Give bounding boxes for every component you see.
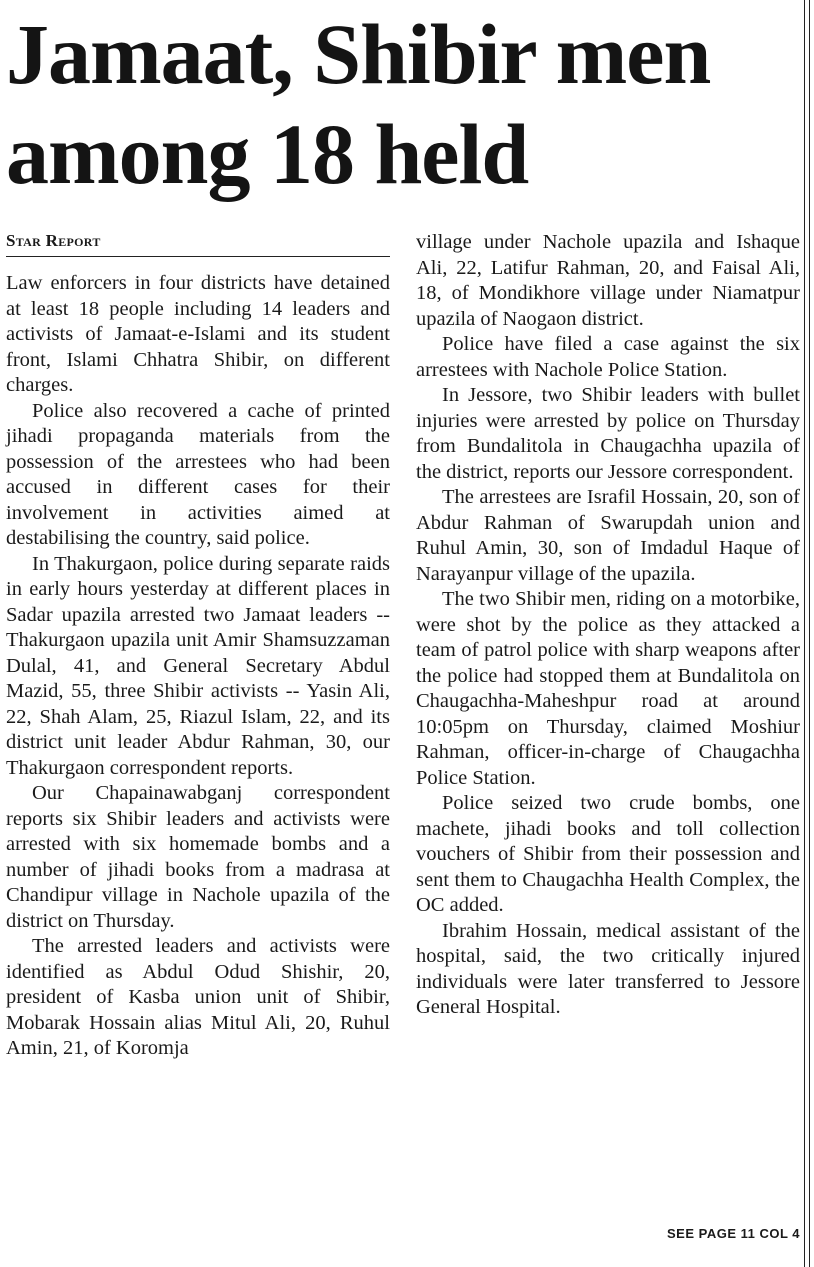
- paragraph: Ibrahim Hossain, medical assistant of the hospital, said, the two critically injured individuals were later transferred to Jessore General Hospital.: [416, 919, 800, 1018]
- continued-on-page-line: SEE PAGE 11 COL 4: [666, 1226, 800, 1241]
- article-column-left: [6, 230, 390, 1062]
- paragraph-continued: village under Nachole upazila and Ishaque Ali, 22, Latifur Rahman, 20, and Faisal Ali, 18, of Mondikhore village under Niamatpur upazila of Naogaon district.: [416, 231, 800, 330]
- paragraph: Police seized two crude bombs, one machete, jihadi books and toll collection vouchers of Shibir from their possession and sent them to Chaugachha Health Complex, the OC added.: [416, 792, 800, 916]
- article-column-right: [416, 230, 800, 1021]
- paragraph: Police also recovered a cache of printed jihadi propaganda materials from the possession of the arrestees who had been accused in different cases for their involvement in activities aimed at destabilising the country, said police.: [6, 399, 390, 549]
- paragraph: Police have filed a case against the six arrestees with Nachole Police Station.: [416, 333, 800, 381]
- paragraph: The arrested leaders and activists were identified as Abdul Odud Shishir, 20, president of Kasba union unit of Shibir, Mobarak Hossain alias Mitul Ali, 20, Ruhul Amin, 21, of Koromja: [6, 935, 390, 1059]
- paragraph: Our Chapainawabganj correspondent reports six Shibir leaders and activists were arrested with six homemade bombs and a number of jihadi books from a madrasa at Chandipur village in Nachole upazila of the district on Thursday.: [6, 782, 390, 932]
- paragraph: In Thakurgaon, police during separate raids in early hours yesterday at different places in Sadar upazila arrested two Jamaat leaders -- Thakurgaon upazila unit Amir Shamsuzzaman Dulal, 41, and General Secretary Abdul Mazid, 55, three Shibir activists -- Yasin Ali, 22, Shah Alam, 25, Riazul Islam, 22, and its district unit leader Abdur Rahman, 30, our Thakurgaon correspondent reports.: [6, 552, 390, 779]
- paragraph: In Jessore, two Shibir leaders with bullet injuries were arrested by police on Thursday from Bundalitola in Chaugachha upazila of the district, reports our Jessore correspondent.: [416, 384, 800, 483]
- paragraph: The arrestees are Israfil Hossain, 20, son of Abdur Rahman of Swarupdah union and Ruhul Amin, 30, son of Imdadul Haque of Narayanpur village of the upazila.: [416, 486, 800, 585]
- byline: Star Report: [6, 230, 390, 257]
- paragraph: Law enforcers in four districts have detained at least 18 people including 14 leaders and activists of Jamaat-e-Islami and its student front, Islami Chhatra Shibir, on different charges.: [6, 272, 390, 396]
- paragraph: The two Shibir men, riding on a motorbike, were shot by the police as they attacked a team of patrol police with sharp weapons after the police had stopped them at Bundalitola on Chaugachha-Maheshpur road at around 10:05pm on Thursday, claimed Moshiur Rahman, officer-in-charge of Chaugachha Police Station.: [416, 588, 800, 789]
- headline: Jamaat, Shibir men among 18 held: [6, 6, 711, 202]
- page-border-right: [804, 0, 810, 1267]
